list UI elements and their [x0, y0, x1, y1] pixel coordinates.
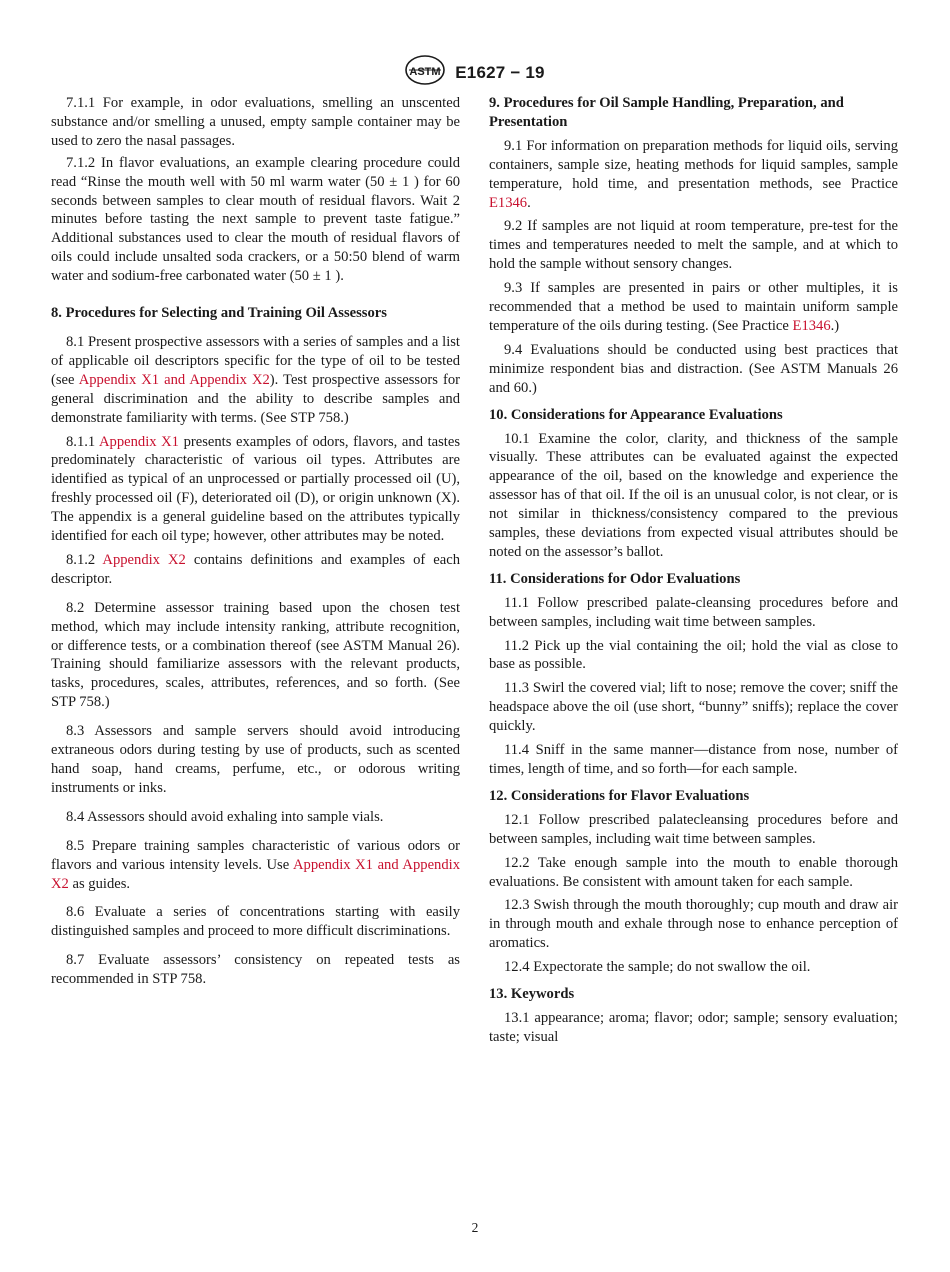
paragraph-7-1-1: 7.1.1 For example, in odor evaluations, smelling an unscented substance and/or smelling a unused, empty sample container may be used to zero the nasal passages. — [51, 95, 460, 149]
paragraph-12-4: 12.4 Expectorate the sample; do not swallow the oil. — [504, 959, 811, 976]
page-header — [0, 55, 950, 90]
paragraph-10-1: 10.1 Examine the color, clarity, and thickness of the sample visually. These attributes can be evaluated against the expected appearance of the oil, based on the knowledge and experience the assessor has of that oil. If the oil is an unusual color, is not clear, or is not similar in thickness/consistency compared to the previous samples, these deviations from expected visual attributes should be noted on the assessor’s ballot. — [489, 430, 898, 560]
appendix-x1-x2-guides-link[interactable]: Appendix X1 and Appendix X2 — [51, 856, 460, 892]
paragraph-9-2: 9.2 If samples are not liquid at room temperature, pre-test for the times and temperatures needed to melt the sample, and at which to hold the sample without sensory changes. — [489, 218, 898, 273]
paragraph-8-4: 8.4 Assessors should avoid exhaling into sample vials. — [66, 808, 384, 825]
section-9-heading: 9. Procedures for Oil Sample Handling, Preparation, and Presentation — [489, 95, 844, 130]
paragraph-9-3: 9.3 If samples are presented in pairs or other multiples, it is recommended that a method be used to maintain uniform sample temperature of the oils during testing. (See Practice E1346.) — [489, 280, 898, 334]
paragraph-11-1: 11.1 Follow prescribed palate-cleansing procedures before and between samples, including wait time between samples. — [489, 594, 898, 630]
paragraph-8-5: 8.5 Prepare training samples characteristic of various odors or flavors and various intensity levels. Use Appendix X1 and Appendix X2 as guides. — [51, 837, 460, 892]
paragraph-11-2: 11.2 Pick up the vial containing the oil; hold the vial as close to base as possible. — [489, 637, 898, 673]
paragraph-8-1: 8.1 Present prospective assessors with a series of samples and a list of applicable oil descriptors specific for the type of oil to be tested (see Appendix X1 and Appendix X2). Test prospective assessors for general discrimination and the ability to describe samples and demonstrate familiarity with terms. (See STP 758.) — [51, 333, 460, 426]
paragraph-8-6: 8.6 Evaluate a series of concentrations starting with easily distinguished samples and proceed to more difficult discriminations. — [51, 904, 460, 940]
paragraph-9-1: 9.1 For information on preparation methods for liquid oils, serving containers, sample size, heating methods for liquid samples, sample temperature, hold time, and presentation methods, see Practice E1346. — [489, 137, 898, 211]
section-11-heading: 11. Considerations for Odor Evaluations — [489, 570, 741, 587]
section-13-heading: 13. Keywords — [489, 986, 575, 1003]
astm-logo-icon — [405, 55, 445, 90]
e1346-link-2[interactable]: E1346 — [792, 317, 831, 334]
page-number: 2 — [471, 1220, 479, 1235]
paragraph-8-2: 8.2 Determine assessor training based upon the chosen test method, which may include intensity ranking, attribute recognition, or difference tests, or a combination thereof (see ASTM Manual 26). Training should familiarize assessors with the relevant products, tasks, procedures, scales, attributes, references, and so forth. (See STP 758.) — [51, 599, 460, 711]
section-8-heading: 8. Procedures for Selecting and Training Oil Assessors — [51, 305, 387, 322]
paragraph-8-3: 8.3 Assessors and sample servers should avoid introducing extraneous odors during testing by use of products, such as scented hand soap, hand creams, perfume, etc., or odorous writing instruments or inks. — [51, 723, 460, 796]
paragraph-7-1-2: 7.1.2 In flavor evaluations, an example clearing procedure could read “Rinse the mouth well with 50 ml warm water (50 ± 1 ) for 60 seconds between samples to clear mouth of residual flavors. Wait 2 minutes before tasting the next sample to prevent taste fatigue.” Additional substances used to clear the mouth of residual flavors of oils could include unsalted soda crackers, or a 50:50 blend of warm water and sodium-free carbonated water (50 ± 1 ). — [51, 154, 460, 285]
section-12-heading: 12. Considerations for Flavor Evaluations — [489, 787, 750, 804]
paragraph-13-1: 13.1 appearance; aroma; flavor; odor; sample; sensory evaluation; taste; visual — [489, 1009, 898, 1045]
paragraph-12-1: 12.1 Follow prescribed palatecleansing procedures before and between samples, including wait time between samples. — [489, 811, 898, 847]
svg-text:ASTM: ASTM — [409, 66, 441, 78]
right-column — [489, 94, 898, 1047]
section-10-heading: 10. Considerations for Appearance Evaluations — [489, 406, 783, 423]
paragraph-12-3: 12.3 Swish through the mouth thoroughly; cup mouth and draw air in through mouth and exhale through nose to enhance perception of aromatics. — [489, 897, 898, 952]
e1346-link[interactable]: E1346 — [489, 194, 528, 211]
paragraph-11-4: 11.4 Sniff in the same manner—distance from nose, number of times, length of time, and so forth—for each sample. — [489, 742, 898, 777]
standard-designation: E1627 − 19 — [455, 62, 545, 82]
paragraph-11-3: 11.3 Swirl the covered vial; lift to nose; remove the cover; sniff the headspace above the oil (use short, “bunny” sniffs); replace the cover quickly. — [489, 680, 898, 735]
paragraph-8-1-2: 8.1.2 Appendix X2 contains definitions and examples of each descriptor. — [51, 551, 461, 587]
appendix-x1-link[interactable]: Appendix X1 — [98, 433, 179, 450]
paragraph-8-7: 8.7 Evaluate assessors’ consistency on repeated tests as recommended in STP 758. — [51, 952, 460, 988]
paragraph-12-2: 12.2 Take enough sample into the mouth to enable thorough evaluations. Be consistent with amount taken for each sample. — [489, 854, 898, 890]
paragraph-9-4: 9.4 Evaluations should be conducted using best practices that minimize respondent bias and distraction. (See ASTM Manuals 26 and 60.) — [489, 341, 898, 396]
paragraph-8-1-1: 8.1.1 Appendix X1 presents examples of odors, flavors, and tastes predominately characteristic of various oil types. Attributes are identified as typical of an unprocessed or partially processed oil (U), freshly processed oil (F), deteriorated oil (D), or origin unknown (X). The appendix is a general guideline based on the attributes typically identified for each oil type; however, other attributes may be noted. — [51, 433, 461, 545]
appendix-x2-link[interactable]: Appendix X2 — [102, 551, 186, 568]
appendix-x1-x2-link[interactable]: Appendix X1 and Appendix X2 — [78, 371, 270, 388]
left-column — [51, 94, 460, 989]
